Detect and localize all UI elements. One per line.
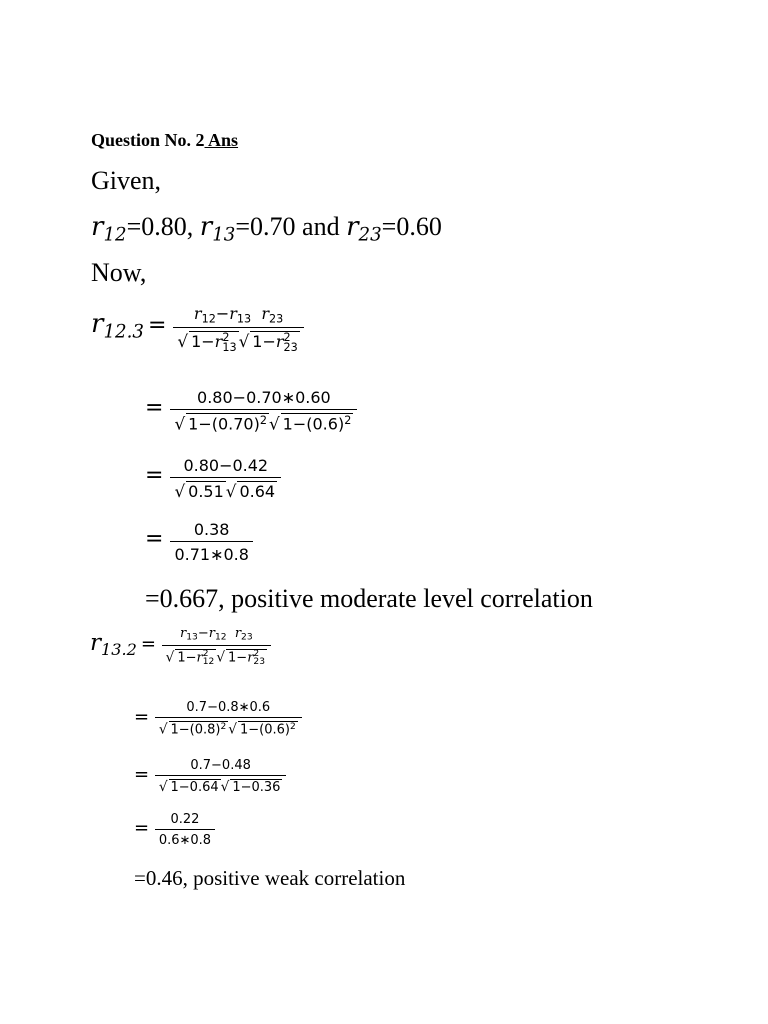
r13-2-step2: = $\frac{0.7-0.48}{√ 1-0.64 √ 1-0.36}$ [134,758,286,795]
r13-2-step3: = $\frac{0.22}{0.6∗0.8}$ [134,812,215,848]
r13-2-step3-denominator: 0.6∗0.8 [155,829,215,848]
answer-label: Ans [204,130,239,150]
given-values: $r_{12}=0.80$, $r_{13}=0.70$ and $r_{23}=0.60$ [91,212,442,246]
r12-3-step3-numerator: 0.38 [193,520,230,539]
r13-2-step2-root-b: 1−0.36 [232,780,281,795]
r13-2-step3-numerator: 0.22 [170,812,200,827]
r12-3-result: =0.667, positive moderate level correlation [145,584,593,613]
question-heading [91,130,238,151]
r12-3-step3-denominator: 0.71∗0.8 [170,541,252,564]
r13-value: =0.70 and [235,212,347,241]
r12-value: =0.80, [126,212,200,241]
r12-3-step2: = $\frac{0.80-0.42}{√ 0.51 √ 0.64}$ [145,456,281,501]
r23-value: =0.60 [381,212,442,241]
r12-3-step2-numerator: 0.80−0.42 [183,456,269,475]
r12-3-formula: $r_{12.3}$ = $r_{12}-r_{13}$ $r_{23}$ √ 1−r 2 13 √ 1−r 2 23 [91,304,304,353]
given-label: Given, [91,166,162,195]
r12-3-step3: = $\frac{0.38}{0.71∗0.8}$ [145,520,253,564]
r13-2-step2-root-a: 1−0.64 [170,780,219,795]
r13-2-step2-numerator: 0.7−0.48 [190,758,251,773]
question-label: Question No. 2 [91,130,205,150]
r12-3-step1: = $\frac{0.80-0.70∗0.60}{√ 1-(0.70)^2 √ 1-(0.6)^2}$ [145,388,357,434]
r12-3-step1-numerator: 0.80−0.70∗0.60 [197,388,331,407]
now-label: Now, [91,258,147,287]
r13-2-result: =0.46, positive weak correlation [134,866,406,890]
r13-2-step1-numerator: 0.7−0.8∗0.6 [186,700,271,715]
r13-2-step1: = $\frac{0.7-0.8∗0.6}{√ 1-(0.8)^2 √ 1-(0.6)^2}$ [134,700,302,738]
r13-2-formula: $r_{13.2}$ = $r_{13}-r_{12}$ $r_{23}$ √ 1−r 2 12 √ 1−r 2 23 [90,626,271,666]
r12-3-step2-root-b: 0.64 [239,482,276,501]
r12-3-step2-root-a: 0.51 [188,482,224,501]
